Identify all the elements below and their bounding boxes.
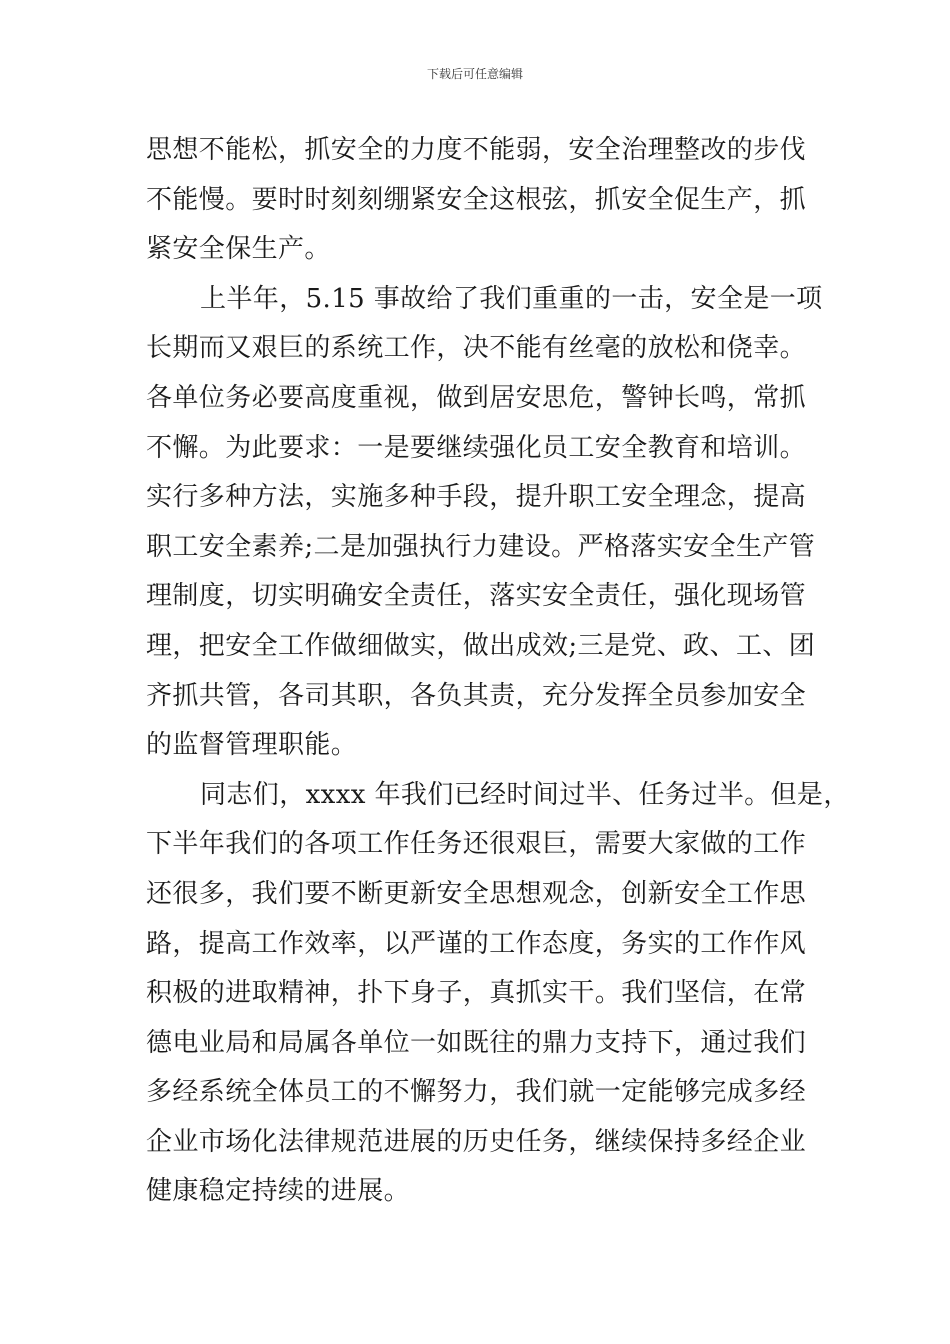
paragraph-2 bbox=[146, 275, 823, 771]
text-line: 齐抓共管，各司其职，各负其责，充分发挥全员参加安全 bbox=[146, 680, 807, 711]
text-line: 职工安全素养;二是加强执行力建设。严格落实安全生产管 bbox=[146, 531, 816, 562]
text-line: 的监督管理职能。 bbox=[146, 730, 358, 761]
text-line: 积极的进取精神，扑下身子，真抓实干。我们坚信，在常 bbox=[146, 978, 807, 1009]
text-line: 实行多种方法，实施多种手段，提升职工安全理念，提高 bbox=[146, 482, 807, 513]
text-line: 思想不能松，抓安全的力度不能弱，安全治理整改的步伐 bbox=[146, 135, 807, 165]
text-line: 上半年，5.15 事故给了我们重重的一击，安全是一项 bbox=[200, 283, 823, 314]
text-line: 长期而又艰巨的系统工作，决不能有丝毫的放松和侥幸。 bbox=[146, 333, 807, 364]
page-header-note: 下载后可任意编辑 bbox=[426, 67, 523, 81]
text-line: 各单位务必要高度重视，做到居安思危，警钟长鸣，常抓 bbox=[146, 382, 807, 413]
text-line: 健康稳定持续的进展。 bbox=[146, 1176, 411, 1207]
paragraph-3 bbox=[146, 771, 850, 1217]
text-line: 理制度，切实明确安全责任，落实安全责任，强化现场管 bbox=[146, 581, 807, 612]
text-line: 路，提高工作效率，以严谨的工作态度，务实的工作作风 bbox=[146, 928, 807, 959]
text-line: 企业市场化法律规范进展的历史任务，继续保持多经企业 bbox=[146, 1126, 807, 1157]
text-line: 同志们，xxxx 年我们已经时间过半、任务过半。但是， bbox=[200, 779, 850, 810]
text-line: 多经系统全体员工的不懈努力，我们就一定能够完成多经 bbox=[146, 1077, 807, 1108]
text-line: 德电业局和局属各单位一如既往的鼎力支持下，通过我们 bbox=[146, 1027, 807, 1058]
text-line: 理，把安全工作做细做实，做出成效;三是党、政、工、团 bbox=[146, 630, 816, 661]
text-line: 下半年我们的各项工作任务还很艰巨，需要大家做的工作 bbox=[146, 829, 807, 860]
text-line: 还很多，我们要不断更新安全思想观念，创新安全工作思 bbox=[146, 878, 807, 909]
text-line: 不能慢。要时时刻刻绷紧安全这根弦，抓安全促生产，抓 bbox=[146, 184, 807, 215]
text-line: 紧安全保生产。 bbox=[146, 234, 331, 265]
text-line: 不懈。为此要求：一是要继续强化员工安全教育和培训。 bbox=[146, 432, 807, 463]
document-body bbox=[146, 126, 850, 1217]
paragraph-1 bbox=[146, 126, 810, 275]
